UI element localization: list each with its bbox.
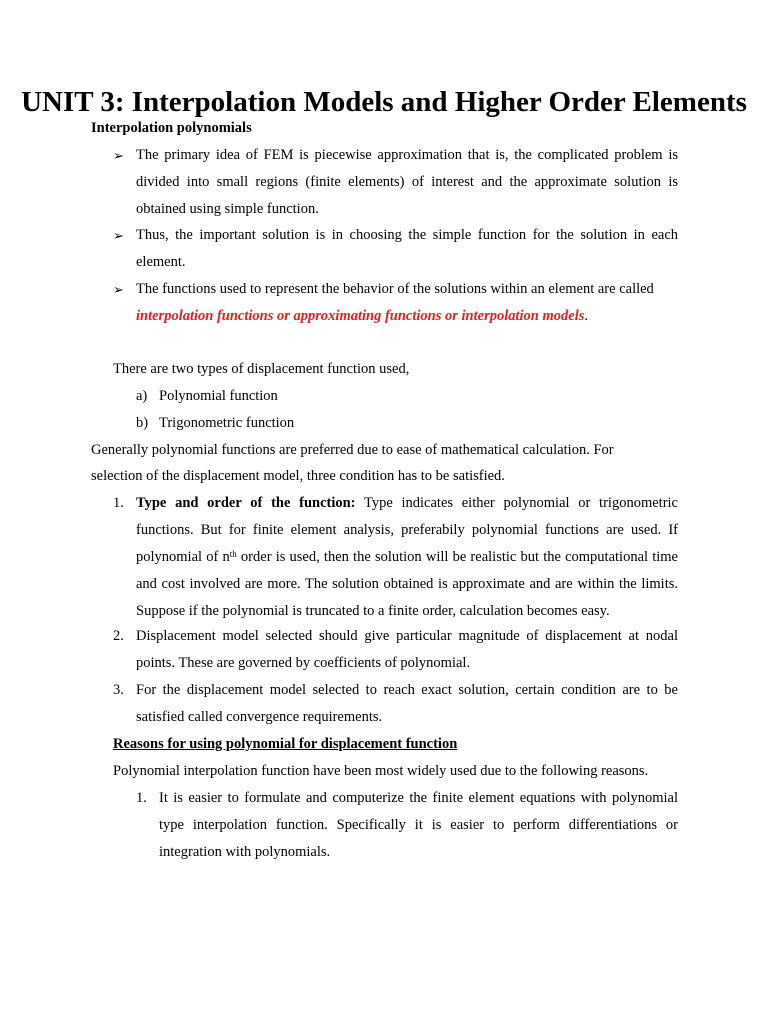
- list-marker: 1.: [113, 495, 124, 511]
- list-marker: 3.: [113, 682, 124, 698]
- arrow-bullet-icon: ➢: [113, 148, 124, 163]
- bullet-text: The functions used to represent the behavior of the solutions within an element are called: [136, 281, 654, 297]
- list-marker: 2.: [113, 628, 124, 644]
- bullet-item-3: [113, 276, 678, 330]
- bullet-text: The primary idea of FEM is piecewise approximation that is, the complicated problem is divided into small regions (finite elements) of interest and the approximate solution is obtained using simple function.: [136, 147, 678, 217]
- condition-item-3: [113, 677, 678, 731]
- condition-text: Type indicates either polynomial or trigonometric functions. But for finite element analysis, preferabily polynomial functions are used. If polynomial of n: [136, 495, 678, 565]
- reason-text: It is easier to formulate and computerize the finite element equations with polynomial type interpolation function. Specifically it is easier to perform differentiations or integration with polynomials.: [159, 790, 678, 860]
- reasons-intro: Polynomial interpolation function have been most widely used due to the following reasons.: [113, 763, 649, 779]
- arrow-bullet-icon: ➢: [113, 228, 124, 243]
- type-item-a: [136, 383, 278, 410]
- general-paragraph-line-1: Generally polynomial functions are preferred due to ease of mathematical calculation. For: [91, 442, 614, 458]
- superscript: th: [229, 549, 237, 559]
- reason-item-1: [136, 785, 678, 866]
- general-paragraph-line-2: selection of the displacement model, three condition has to be satisfied.: [91, 468, 505, 484]
- condition-item-1: [113, 490, 678, 625]
- bullet-text: Thus, the important solution is in choosing the simple function for the solution in each element.: [136, 227, 678, 270]
- condition-text: For the displacement model selected to reach exact solution, certain condition are to be satisfied called convergence requirements.: [136, 682, 678, 725]
- condition-text-cont: order is used, then the solution will be realistic but the computational time and cost involved are more. The solution obtained is approximate and are within the limits. Suppose if the polynomial is truncated to a finite order, calculation becomes easy.: [136, 549, 678, 619]
- type-item-b: [136, 410, 294, 437]
- list-marker: b): [136, 415, 149, 431]
- type-label: Polynomial function: [159, 388, 278, 404]
- bullet-item-2: [113, 222, 678, 276]
- bullet-end: .: [584, 308, 589, 324]
- highlighted-term: interpolation functions or approximating functions or interpolation models: [136, 308, 585, 324]
- bullet-item-1: [113, 142, 678, 223]
- list-marker: 1.: [136, 790, 147, 806]
- arrow-bullet-icon: ➢: [113, 282, 124, 297]
- type-label: Trigonometric function: [159, 415, 295, 431]
- section-heading: Interpolation polynomials: [91, 120, 252, 136]
- condition-bold-lead: Type and order of the function:: [136, 495, 356, 511]
- types-intro: There are two types of displacement function used,: [113, 361, 410, 377]
- reasons-heading: Reasons for using polynomial for displacement function: [113, 736, 458, 752]
- page-title: UNIT 3: Interpolation Models and Higher Order Elements: [21, 86, 747, 118]
- list-marker: a): [136, 388, 148, 404]
- condition-item-2: [113, 623, 678, 677]
- condition-text: Displacement model selected should give particular magnitude of displacement at nodal points. These are governed by coefficients of polynomial.: [136, 628, 678, 671]
